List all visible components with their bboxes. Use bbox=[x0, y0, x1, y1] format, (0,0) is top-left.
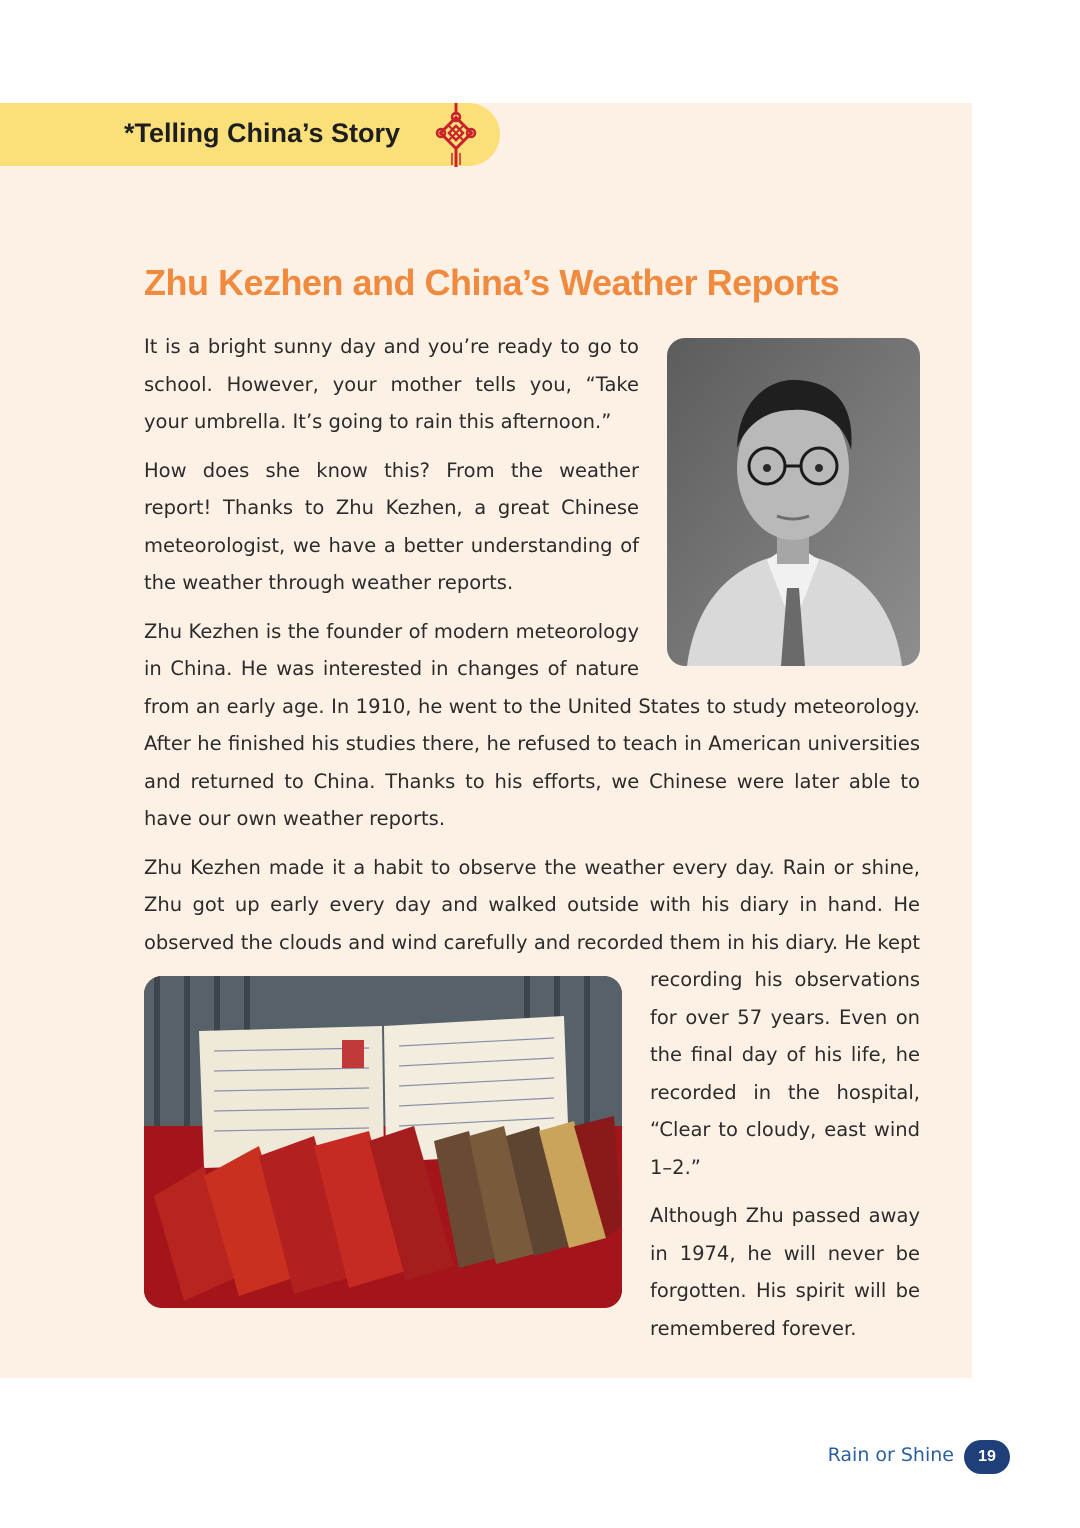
section-tab bbox=[0, 103, 500, 166]
page-number-badge: 19 bbox=[964, 1440, 1010, 1474]
article-body bbox=[144, 328, 920, 1358]
book-title: Rain or Shine bbox=[827, 1444, 954, 1466]
article-title: Zhu Kezhen and China’s Weather Reports bbox=[144, 262, 840, 304]
paragraph-5: Although Zhu passed away in 1974, he will never be forgotten. His spirit will be remembered forever. bbox=[650, 1204, 920, 1340]
paragraph-2: How does she know this? From the weather report! Thanks to Zhu Kezhen, a great Chinese meteorologist, we have a better understanding of the weather through weather reports. bbox=[144, 458, 639, 594]
paragraph-1: It is a bright sunny day and you’re ready to go to school. However, your mother tells you, “Take your umbrella. It’s going to rain this afternoon.” bbox=[144, 335, 639, 433]
weather-diaries-photo bbox=[144, 976, 622, 1308]
chinese-knot-icon bbox=[435, 103, 477, 167]
zhu-kezhen-portrait bbox=[667, 338, 920, 666]
diaries-photo bbox=[144, 976, 622, 1308]
section-label: *Telling China’s Story bbox=[124, 118, 401, 148]
paragraph-3: Zhu Kezhen is the founder of modern meteorology in China. He was interested in changes of nature from an early age. In 1910, he went to the United States to study meteorology. After he finished his studies there, he refused to teach in American universities and returned to China. Thanks to his efforts, we Chinese were later able to have our own weather reports. bbox=[144, 619, 920, 830]
portrait-photo bbox=[667, 338, 920, 666]
paragraph-4: Zhu Kezhen made it a habit to observe the weather every day. Rain or shine, Zhu got up early every day and walked outside with his diary in hand. He observed the clouds and wind carefully and recorded them in his diary. He kept recording his observations for over 57 years. Even on the final day of his life, he recorded in the hospital, “Clear to cloudy, east wind 1–2.” bbox=[144, 855, 920, 1179]
